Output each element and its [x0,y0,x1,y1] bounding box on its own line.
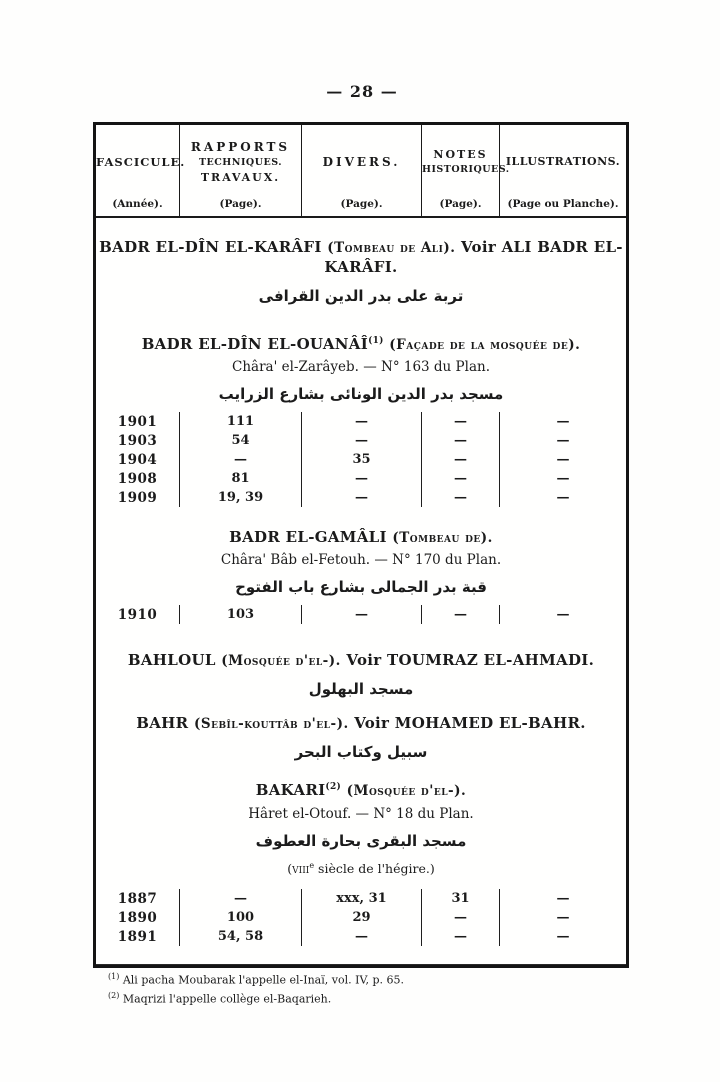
entry-name: BADR EL-DÎN EL-OUANÂÎ [141,335,369,353]
table-row [96,488,626,507]
cell-rapports: — [180,889,302,908]
table-header [96,125,626,218]
entry-heading [96,651,626,671]
cell-divers: xxx, 31 [302,889,422,908]
table-row [96,450,626,469]
footnote-mark: (2) [325,782,342,792]
era-sup: e [309,861,315,870]
entry-heading [96,235,626,277]
table-row [96,927,626,946]
cell-notes: — [422,450,500,469]
table-row [96,431,626,450]
era-text: siècle de l'hégire.) [318,861,435,877]
header-sub: (Page). [439,198,482,210]
cell-notes: — [422,412,500,431]
entry-name: BADR EL-GAMÂLI [229,528,387,546]
footnote [96,969,626,988]
header-notes [422,125,510,216]
cell-rapports: 111 [180,412,302,431]
cell-year: 1908 [96,469,180,488]
cell-illustrations: — [556,433,570,448]
footnote-text: Ali pacha Moubarak l'appelle el-Inaï, vol. IV, p. 65. [122,973,404,987]
cell-rapports: 81 [180,469,302,488]
header-sub: (Année). [112,198,163,210]
cell-divers: — [302,412,422,431]
header-title: FASCICULE. [96,154,186,169]
cell-year: 1909 [96,488,180,507]
entry-voir: Voir [346,651,382,669]
entry-voir-ref: MOHAMED EL-BAHR. [394,714,586,732]
footnote-mark: (1) [108,972,120,982]
cell-notes: — [422,605,500,624]
header-title-line2: HISTORIQUES. [422,164,510,175]
cell-notes: — [422,927,500,946]
entry-voir-ref: ALI BADR EL-KARÂFI. [324,238,623,276]
header-rapports [180,125,302,216]
cell-rapports: 54, 58 [180,927,302,946]
entry-address: Châra' Bâb el-Fetouh. — N° 170 du Plan. [220,552,502,568]
cell-divers: — [302,469,422,488]
cell-illustrations: — [556,891,570,907]
entry-voir-ref: TOUMRAZ EL-AHMADI. [387,651,595,669]
header-title-line2: TECHNIQUES. [198,156,283,168]
entry-arabic: قبة بدر الجمالى بشارع باب الفتوح [235,578,487,596]
cell-notes: — [422,431,500,450]
entry-paren: (Mosquée d'el-). [346,783,467,799]
cell-rapports: 54 [180,431,302,450]
cell-notes: — [422,908,500,927]
cell-year: 1890 [96,908,180,927]
entry-heading [96,332,626,355]
entry-rows [96,889,626,946]
footnote-mark: (2) [108,990,120,1000]
cell-illustrations: — [556,414,570,429]
cell-notes: — [422,488,500,507]
entry-name: BAHR [136,714,189,732]
entry-name: BAKARI [255,781,326,799]
cell-divers: — [302,605,422,624]
index-table [93,122,629,1006]
header-title: DIVERS. [322,154,401,169]
cell-illustrations: — [556,929,570,945]
header-sub: (Page). [219,198,262,210]
entry-paren: (Mosquée d'el-). [221,653,341,669]
cell-rapports: 103 [180,605,302,624]
cell-notes: 31 [422,889,500,908]
entry-address: Châra' el-Zarâyeb. — N° 163 du Plan. [232,359,490,375]
cell-illustrations: — [556,910,570,926]
entry-paren: (Façade de la mosquée de). [389,337,581,353]
header-title: NOTES [433,148,488,161]
cell-illustrations: — [556,452,570,467]
header-sub: (Page ou Planche). [507,198,619,210]
entry-arabic: تربة على بدر الدين القرافى [258,287,464,305]
entry-address: Hâret el-Otouf. — N° 18 du Plan. [248,806,474,822]
entry-voir: Voir [460,238,497,256]
era-roman: (viii [287,861,310,877]
entry-name: BAHLOUL [127,651,216,669]
cell-rapports: 100 [180,908,302,927]
cell-year: 1910 [96,605,180,624]
page-number: — 28 — [326,82,398,101]
entry-rows [96,605,626,624]
cell-year: 1891 [96,927,180,946]
table-row [96,412,626,431]
footnote-mark: (1) [368,336,384,346]
header-title: RAPPORTS [190,139,291,154]
table-row [96,889,626,908]
table-row [96,469,626,488]
entry-era [96,858,626,877]
cell-divers: — [302,927,422,946]
footnote-text: Maqrizi l'appelle collège el-Baqarieh. [122,992,332,1006]
cell-illustrations: — [556,607,570,622]
cell-year: 1887 [96,889,180,908]
entry-paren: (Sebîl-kouttâb d'el-). [193,716,349,732]
cell-divers: 35 [302,450,422,469]
header-sub: (Page). [340,198,383,210]
cell-divers: — [302,431,422,450]
cell-year: 1904 [96,450,180,469]
header-fascicule [96,125,186,216]
entry-paren: (Tombeau de Ali). [327,240,456,256]
cell-illustrations: — [556,471,570,486]
entry-heading [96,528,626,548]
header-title: ILLUSTRATIONS. [505,155,621,168]
entry-name: BADR EL-DÎN EL-KARÂFI [99,238,322,256]
footnote-divider [96,964,626,965]
entry-heading [96,778,626,801]
header-illustrations [500,125,626,216]
header-title-line3: TRAVAUX. [200,170,281,184]
cell-rapports: 19, 39 [180,488,302,507]
table-row [96,908,626,927]
header-divers [302,125,422,216]
cell-divers: 29 [302,908,422,927]
cell-notes: — [422,469,500,488]
entry-arabic: مسجد البقرى بحارة العطوف [255,832,467,850]
entry-paren: (Tombeau de). [392,530,493,546]
cell-rapports: — [180,450,302,469]
cell-divers: — [302,488,422,507]
table-row [96,605,626,624]
cell-illustrations: — [556,490,570,505]
entry-heading [96,714,626,734]
entry-arabic: سبيل وكتاب البحر [294,743,428,761]
entry-rows [96,412,626,507]
cell-year: 1903 [96,431,180,450]
footnote [96,988,626,1007]
cell-year: 1901 [96,412,180,431]
entry-arabic: مسجد البهلول [308,680,414,698]
entry-arabic: مسجد بدر الدين الونائى بشارع الزرايب [218,385,504,403]
entry-voir: Voir [354,714,390,732]
